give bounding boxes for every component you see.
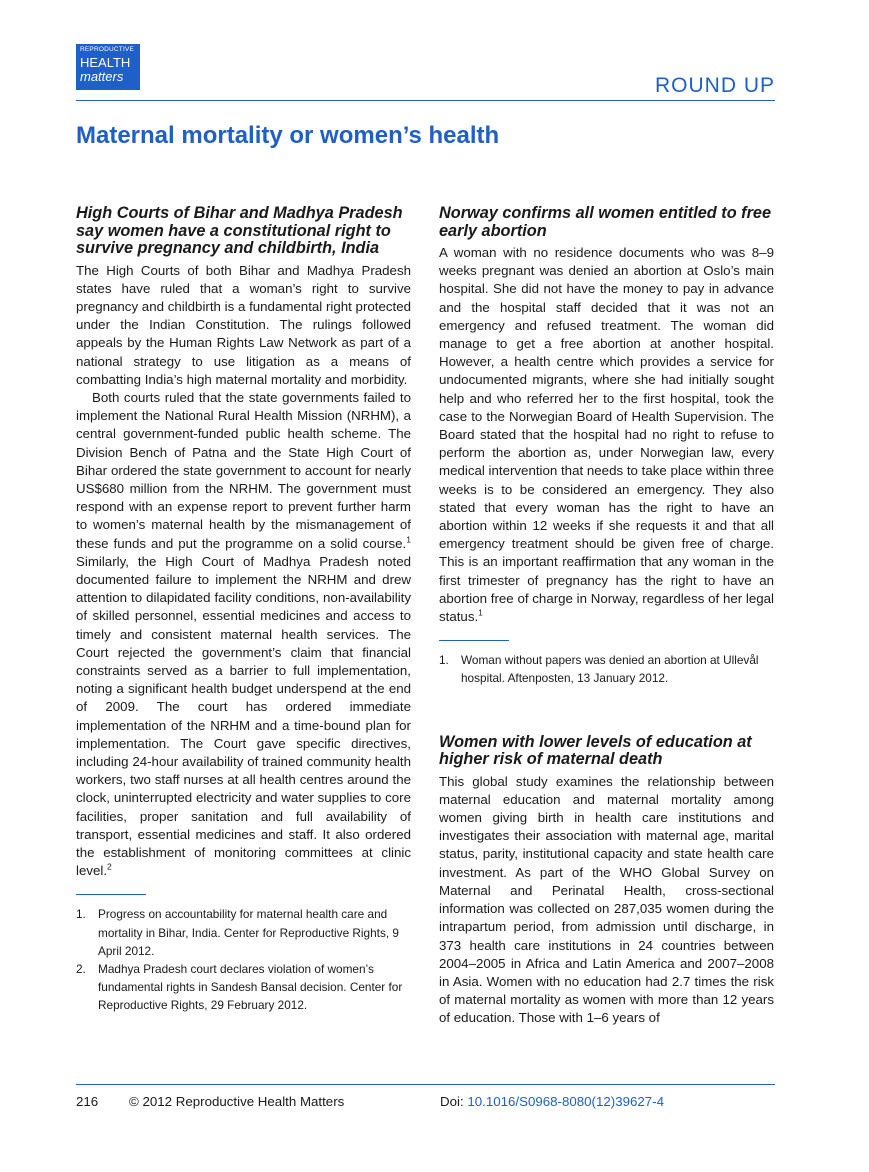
footnote-item [76,905,411,960]
doi-link[interactable]: 10.1016/S0968-8080(12)39627-4 [467,1094,665,1109]
doi-label: Doi: [440,1094,468,1109]
footnote-text: Woman without papers was denied an abortion at Ullevål hospital. Aftenposten, 13 January 2012. [461,653,759,686]
footnote-text: Madhya Pradesh court declares violation of women’s fundamental rights in Sandesh Bansal decision. Center for Reproductive Rights, 29 February 2012. [98,962,403,1013]
article-paragraph: This global study examines the relationship between maternal education and maternal mortality among women giving birth in health care institutions and investigates their association with maternal age, marital status, parity, institutional capacity and state health care investment. As part of the WHO Global Survey on Maternal and Perinatal Health, cross-sectional information was collected on 287,035 women during the intrapartum period, from admission until discharge, in 373 health care institutions in 24 countries between 2004–2005 in Africa and Latin America and 2007–2008 in Asia. Women with no education had 2.7 times the risk of maternal mortality as women with more than 12 years of education. Those with 1–6 years of [439,773,774,1026]
page-title: Maternal mortality or women’s health [76,122,500,149]
page-number: 216 [76,1094,99,1109]
footnote-number: 1. [439,653,449,668]
article-paragraph: The High Courts of both Bihar and Madhya Pradesh states have ruled that a woman’s right to survive pregnancy and childbirth is a fundamental right protected under the Indian Constitution. The rulings followed appeals by the Human Rights Law Network as part of a national strategy to use litigation as a means of combatting India’s high maternal mortality and morbidity. [76,262,411,387]
footer-divider [76,1084,775,1085]
logo-line2: HEALTH [80,54,131,70]
footnote-text: Progress on accountability for maternal health care and mortality in Bihar, India. Center for Reproductive Rights, 9 April 2012. [98,907,399,958]
header-divider [76,100,775,101]
doi [440,1094,664,1109]
reference-marker[interactable]: 1 [406,534,411,545]
left-column [76,205,411,1015]
right-column [439,205,774,1028]
article-heading-high-courts: High Courts of Bihar and Madhya Pradesh say women have a constitutional right to survive pregnancy and childbirth, India [76,204,403,257]
reference-marker[interactable]: 1 [478,607,483,618]
article-heading-education: Women with lower levels of education at higher risk of maternal death [439,732,752,769]
article-paragraph [439,244,774,626]
paragraph-text: Both courts ruled that the state governments failed to implement the National Rural Health Mission (NRHM), a central government-funded public health scheme. The Division Bench of Patna and the State High Court of Bihar ordered the state government to account for nearly US$680 million from the NRHM. The government must respond with an expense report to prevent further harm to women’s maternal health by the mismanagement of these funds and put the programme on a solid course. [76,389,411,551]
footnote-list [76,905,411,1014]
article-paragraph [76,389,411,880]
footnote-number: 1. [76,907,86,922]
education-article [439,734,774,1028]
footnote-number: 2. [76,962,86,977]
footnote-divider [76,894,146,895]
copyright: © 2012 Reproductive Health Matters [129,1094,345,1109]
reference-marker[interactable]: 2 [107,861,112,872]
logo-line1: REPRODUCTIVE [80,46,135,53]
paragraph-text: Similarly, the High Court of Madhya Pradesh noted documented failure to implement the NRHM and drew attention to dilapidated facility conditions, non-availability of skilled personnel, essential medicines and access to timely and consistent maternal health services. The Court rejected the government’s claim that financial constraints served as a barrier to full implementation, noting a significant health budget underspend at the end of 2009. The court has ordered immediate implementation of the NRHM and a time-bound plan for implementation. The Court gave specific directives, including 24-hour availability of trained community health workers, two staff nurses at all health centres around the clock, uninterrupted electricity and water supplies to core facilities, proper sanitation and full availability of transport, essential medicines and staff. It also ordered the establishment of monitoring committees at clinic level. [76,553,411,879]
footnote-divider [439,640,509,641]
paragraph-text: A woman with no residence documents who was 8–9 weeks pregnant was denied an abortion at Oslo’s main hospital. She did not have the money to pay in advance and the hospital staff decided that it was not an emergency and refused treatment. The woman did manage to get a free abortion at another hospital. However, a health centre which provides a service for undocumented migrants, where she had initially sought help and who referred her to the first hospital, took the case to the Norwegian Board of Health Supervision. The Board stated that the hospital had no right to refuse to perform the abortion as, under Norwegian law, every medical intervention that needs to take place within three weeks is to be considered an emergency. They also stated that every woman has the right to have an abortion within 12 weeks if she requests it and that all emergency treatment should be given free of charge. This is an important reaffirmation that any woman in the first trimester of pregnancy has the right to have an abortion free of charge in Norway, regardless of her legal status. [439,245,774,625]
article-heading-norway: Norway confirms all women entitled to free early abortion [439,204,772,240]
logo-line3: matters [80,68,124,84]
footnote-item [76,960,411,1015]
footnote-item [439,651,774,687]
section-label: ROUND UP [654,74,775,97]
journal-logo [76,44,140,90]
footnote-list [439,651,774,687]
